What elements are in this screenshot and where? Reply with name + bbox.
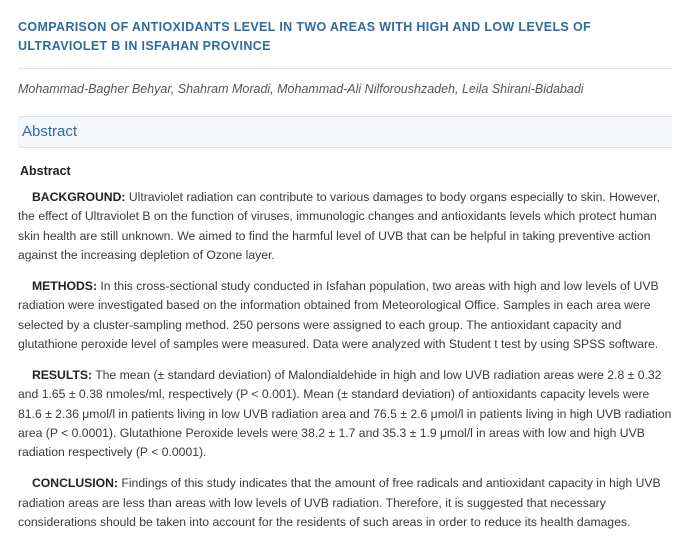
paragraph-text-methods: In this cross-sectional study conducted in Isfahan population, two areas with high and low levels of UVB radiation were investigated based on the information obtained from Meteorological Office. Samples in each area were selected by a cluster-sampling method. 250 persons were assigned to each group. The antioxidant capacity and glutathione peroxide level of samples were measured. Data were analyzed with Student t test by using SPSS software. [18, 279, 659, 351]
paragraph-text-conclusion: Findings of this study indicates that the amount of free radicals and antioxidant capacity in high UVB radiation areas are less than areas with low levels of UVB radiation. Therefore, it is suggested that necessary considerations should be taken into account for the residents of such areas in order to reduce its health damages. [18, 476, 661, 529]
paragraph-lead-methods: METHODS: [32, 279, 97, 294]
paragraph-lead-background: BACKGROUND: [32, 190, 126, 204]
title-divider [18, 68, 672, 69]
page-title: COMPARISON OF ANTIOXIDANTS LEVEL IN TWO AREAS WITH HIGH AND LOW LEVELS OF ULTRAVIOLET B IN ISFAHAN PROVINCE [18, 20, 591, 53]
author-list: Mohammad-Bagher Behyar, Shahram Moradi, Mohammad-Ali Nilforoushzadeh, Leila Shirani-Bidabadi [18, 81, 584, 96]
abstract-paragraph-background [18, 188, 672, 265]
abstract-paragraph-results [18, 366, 672, 462]
abstract-heading: Abstract [20, 164, 71, 178]
paragraph-lead-results: RESULTS: [32, 368, 93, 383]
abstract-paragraph-methods [18, 277, 672, 354]
section-header-abstract: Abstract [18, 116, 672, 148]
paragraph-lead-conclusion: CONCLUSION: [32, 476, 118, 491]
paragraph-text-background: Ultraviolet radiation can contribute to various damages to body organs especially to skin. However, the effect of Ultraviolet B on the function of viruses, immunologic changes and antioxidants levels which protect human skin health are still unknown. We aimed to find the harmful level of UVB that can be helpful in taking preventive action against the increasing depletion of Ozone layer. [18, 190, 660, 262]
abstract-paragraph-conclusion [18, 474, 672, 532]
paragraph-text-results: The mean (± standard deviation) of Malondialdehide in high and low UVB radiation areas were 2.8 ± 0.32 and 1.65 ± 0.38 nmoles/ml, respectively (P < 0.001). Mean (± standard deviation) of antioxidants capacity levels were 81.6 ± 2.36 μmol/l in patients living in low UVB radiation area and 76.5 ± 2.6 μmol/l in patients living in high UVB radiation area (P < 0.0001). Glutathione Peroxide levels were 38.2 ± 1.7 and 35.3 ± 1.9 μmol/l in areas with low and high UVB radiation respectively (P < 0.0001). [18, 368, 672, 460]
